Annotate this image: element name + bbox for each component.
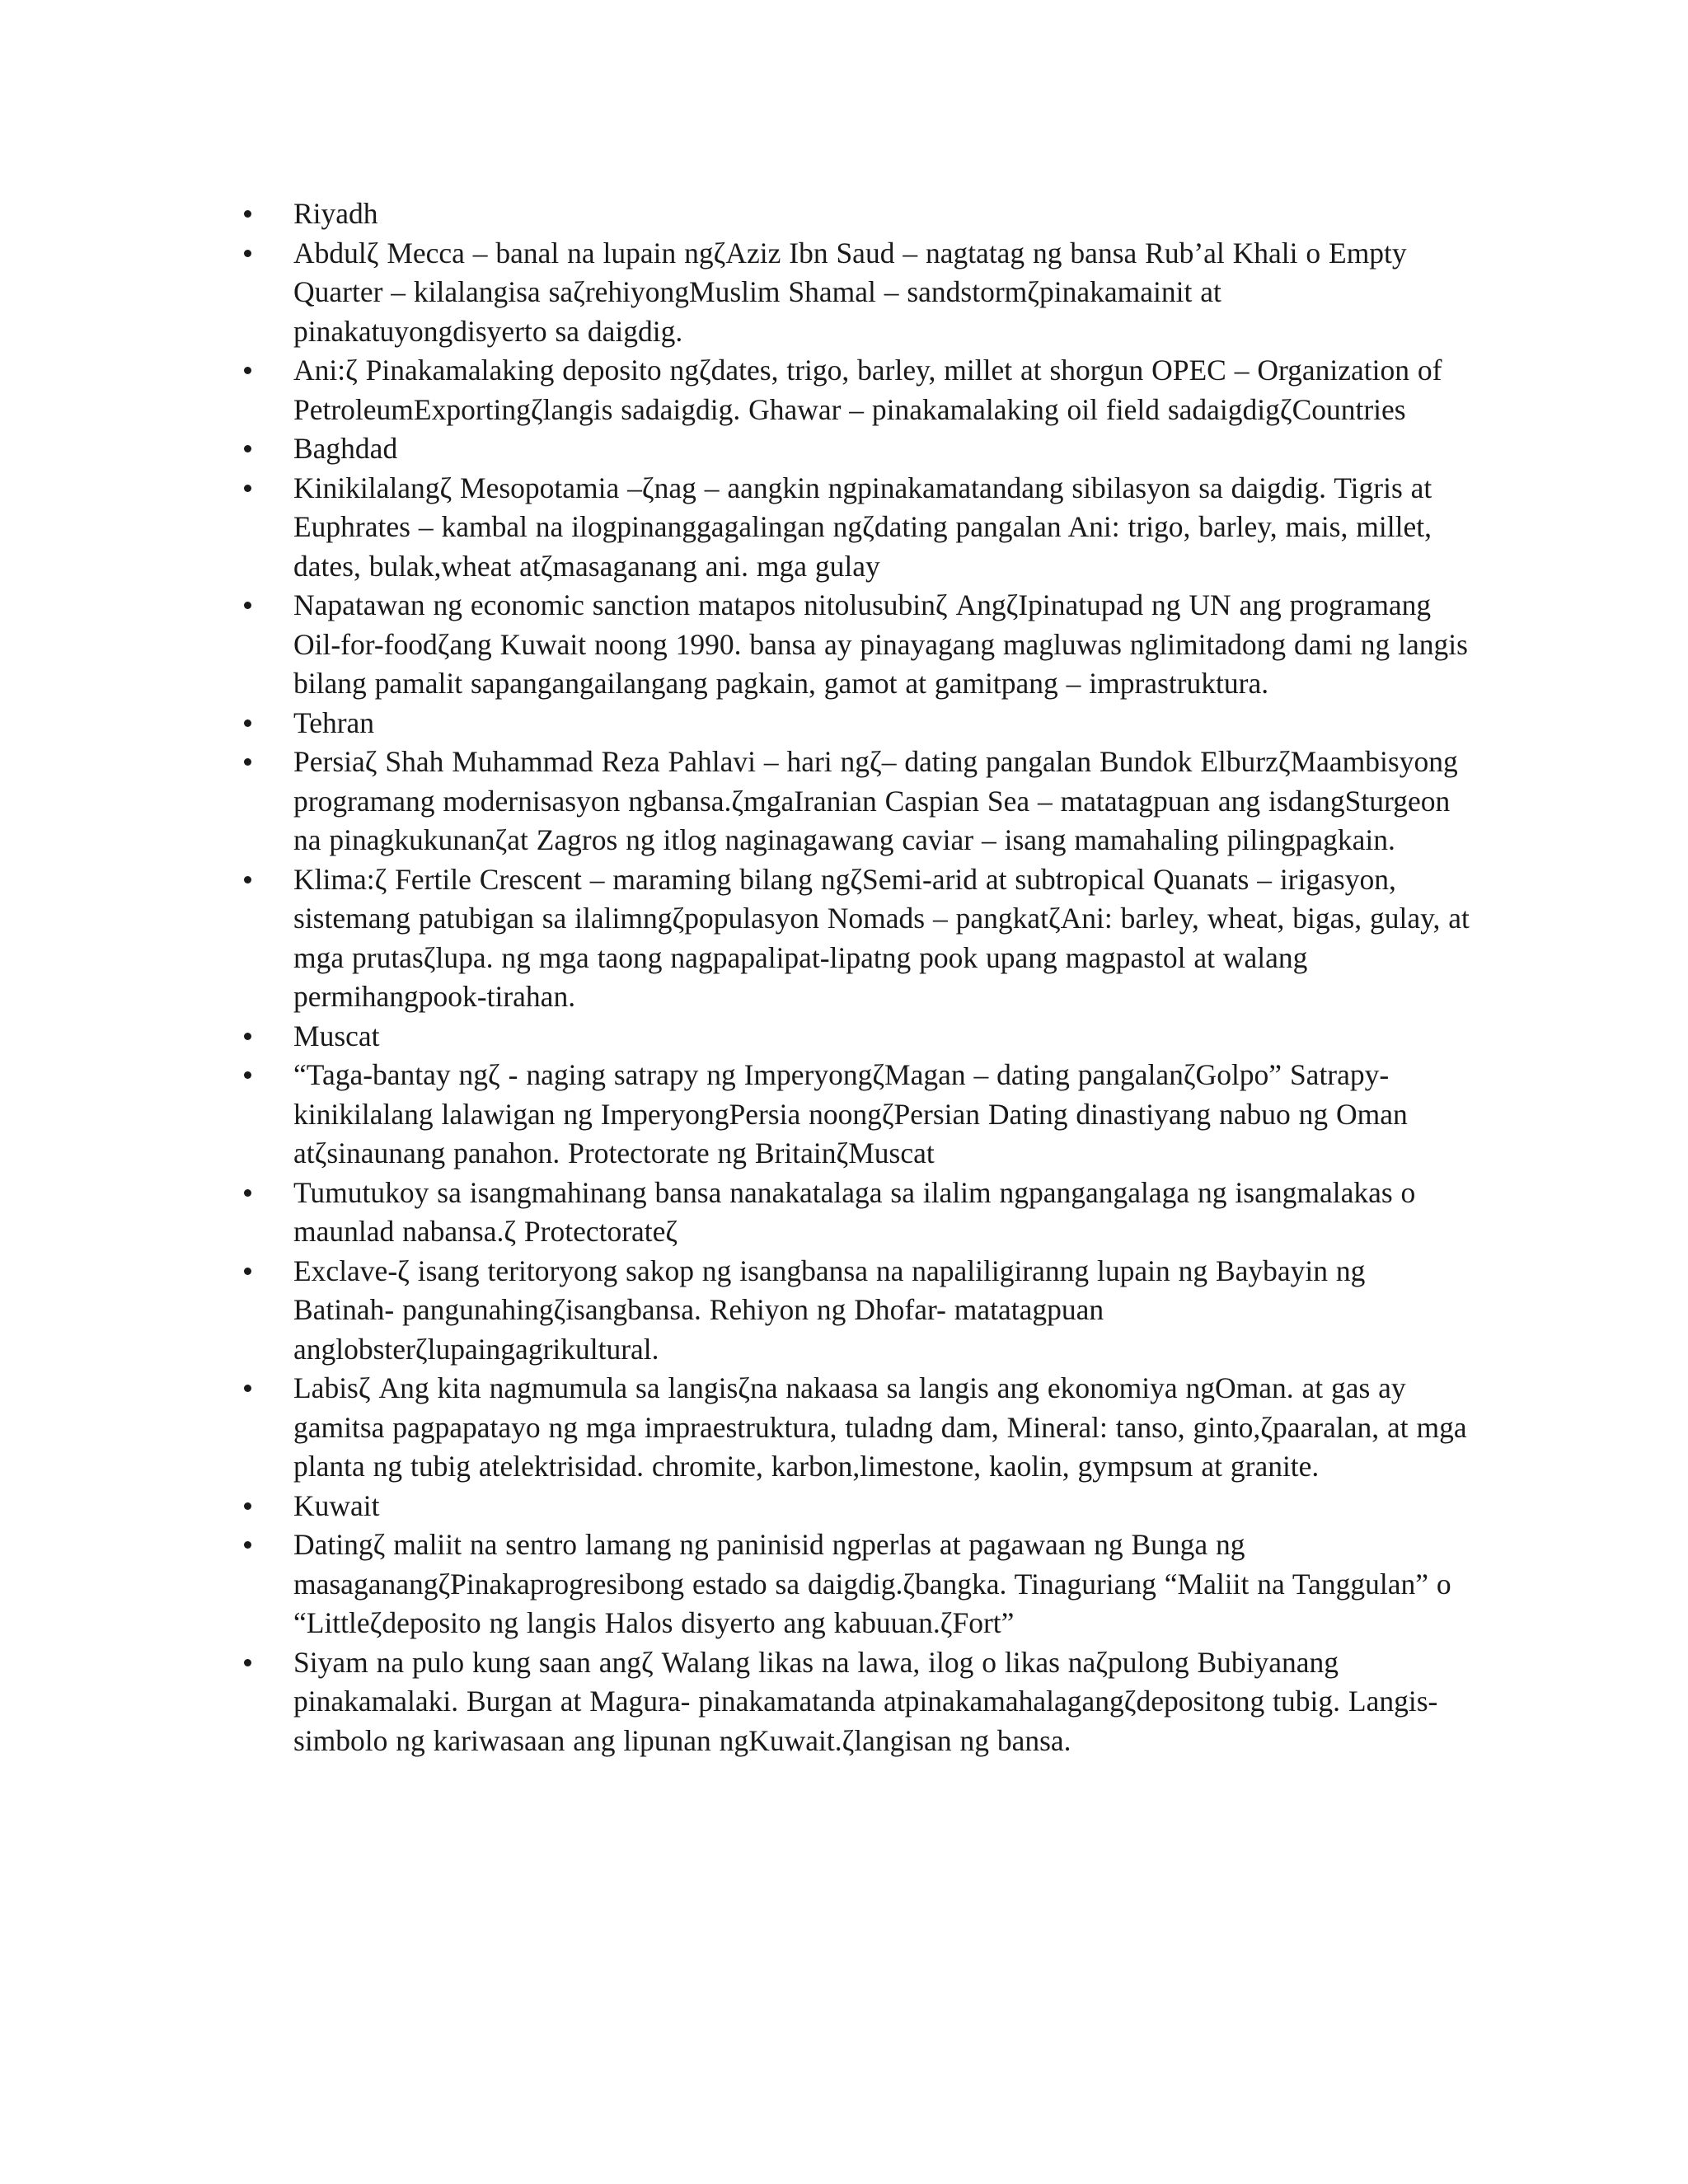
list-item <box>244 860 1472 1017</box>
list-item <box>244 1643 1472 1761</box>
list-item-text: Napatawan ng economic sanction matapos nitolusubinζ AngζIpinatupad ng UN ang programang Oil-for-foodζang Kuwait noong 1990. bansa ay pinayagang magluwas nglimitadong dami ng langis bilang pamalit sapangangailangang pagkain, gamot at gamitpang – imprastruktura. <box>293 588 1468 700</box>
list-item <box>244 234 1472 352</box>
bullet-icon <box>244 1033 251 1040</box>
bullet-icon <box>244 1268 251 1275</box>
bullet-icon <box>244 1502 251 1510</box>
list-item-text: Siyam na pulo kung saan angζ Walang likas na lawa, ilog o likas naζpulong Bubiyanang pinakamalaki. Burgan at Magura- pinakamatanda atpinakamahalagangζdepositong tubig. Langis- simbolo ng kariwasaan ang lipunan ngKuwait.ζlangisan ng bansa. <box>293 1645 1438 1757</box>
list-item <box>244 1252 1472 1370</box>
list-item <box>244 429 1472 469</box>
list-item <box>244 743 1472 860</box>
list-item-text: Exclave-ζ isang teritoryong sakop ng isangbansa na napaliligiranng lupain ng Baybayin ng Batinah- pangunahingζisangbansa. Rehiyon ng Dhofar- matatagpuan anglobsterζlupaingagrikultural. <box>293 1254 1366 1366</box>
bullet-icon <box>244 1189 251 1197</box>
list-item-text: Tehran <box>293 705 375 739</box>
bullet-icon <box>244 210 251 218</box>
list-item-text: Abdulζ Mecca – banal na lupain ngζAziz Ibn Saud – nagtatag ng bansa Rub’al Khali o Empty Quarter – kilalangisa saζrehiyongMuslim Shamal – sandstormζpinakamainit at pinakatuyongdisyerto sa daigdig. <box>293 236 1407 348</box>
bullet-icon <box>244 602 251 609</box>
list-item-text: Datingζ maliit na sentro lamang ng paninisid ngperlas at pagawaan ng Bunga ng masaganangζPinakaprogresibong estado sa daigdig.ζbangka. Tinaguriang “Maliit na Tanggulan” o “Littleζdeposito ng langis Halos disyerto ang kabuuan.ζFort” <box>293 1528 1451 1639</box>
bullet-list <box>244 194 1472 1760</box>
list-item-text: Klima:ζ Fertile Crescent – maraming bilang ngζSemi-arid at subtropical Quanats – irigasyon, sistemang patubigan sa ilalimngζpopulasyon Nomads – pangkatζAni: barley, wheat, bigas, gulay, at mga prutasζlupa. ng mga taong nagpapalipat-lipatng pook upang magpastol at walang permihangpook-tirahan. <box>293 862 1470 1013</box>
bullet-icon <box>244 719 251 727</box>
bullet-icon <box>244 1071 251 1079</box>
list-item-text: “Taga-bantay ngζ - naging satrapy ng ImperyongζMagan – dating pangalanζGolpo” Satrapy-kinikilalang lalawigan ng ImperyongPersia noongζPersian Dating dinastiyang nabuo ng Oman atζsinaunang panahon. Protectorate ng BritainζMuscat <box>293 1058 1408 1169</box>
list-item-text: Muscat <box>293 1019 380 1052</box>
list-item <box>244 1017 1472 1057</box>
list-item <box>244 704 1472 743</box>
bullet-icon <box>244 876 251 883</box>
bullet-icon <box>244 758 251 766</box>
bullet-icon <box>244 1541 251 1549</box>
list-item-text: Kinikilalangζ Mesopotamia –ζnag – aangkin ngpinakamatandang sibilasyon sa daigdig. Tigris at Euphrates – kambal na ilogpinanggagalingan ngζdating pangalan Ani: trigo, barley, mais, millet, dates, bulak,wheat atζmasaganang ani. mga gulay <box>293 471 1432 583</box>
bullet-icon <box>244 485 251 492</box>
bullet-icon <box>244 250 251 257</box>
list-item <box>244 1526 1472 1643</box>
list-item <box>244 1487 1472 1526</box>
bullet-icon <box>244 1659 251 1666</box>
list-item-text: Kuwait <box>293 1488 380 1522</box>
list-item <box>244 586 1472 704</box>
list-item-text: Riyadh <box>293 197 378 230</box>
list-item-text: Ani:ζ Pinakamalaking deposito ngζdates, trigo, barley, millet at shorgun OPEC – Organization of PetroleumExportingζlangis sadaigdig. Ghawar – pinakamalaking oil field sadaigdigζCountries <box>293 354 1442 426</box>
bullet-icon <box>244 1385 251 1392</box>
list-item-text: Tumutukoy sa isangmahinang bansa nanakatalaga sa ilalim ngpangangalaga ng isangmalakas o maunlad nabansa.ζ Protectorateζ <box>293 1175 1416 1248</box>
bullet-icon <box>244 445 251 452</box>
list-item <box>244 469 1472 587</box>
list-item-text: Persiaζ Shah Muhammad Reza Pahlavi – hari ngζ– dating pangalan Bundok ElburzζMaambisyong programang modernisasyon ngbansa.ζmgaIranian Caspian Sea – matatagpuan ang isdangSturgeon na pinagkukunanζat Zagros ng itlog naginagawang caviar – isang mamahaling pilingpagkain. <box>293 745 1458 856</box>
list-item-text: Labisζ Ang kita nagmumula sa langisζna nakaasa sa langis ang ekonomiya ngOman. at gas ay gamitsa pagpapatayo ng mga impraestruktura, tuladng dam, Mineral: tanso, ginto,ζpaaralan, at mga planta ng tubig atelektrisidad. chromite, karbon,limestone, kaolin, gympsum at granite. <box>293 1371 1467 1483</box>
document-body <box>244 194 1472 1760</box>
list-item <box>244 351 1472 429</box>
list-item <box>244 1369 1472 1487</box>
list-item <box>244 1056 1472 1174</box>
list-item <box>244 1174 1472 1252</box>
list-item <box>244 194 1472 234</box>
list-item-text: Baghdad <box>293 432 398 465</box>
bullet-icon <box>244 367 251 374</box>
